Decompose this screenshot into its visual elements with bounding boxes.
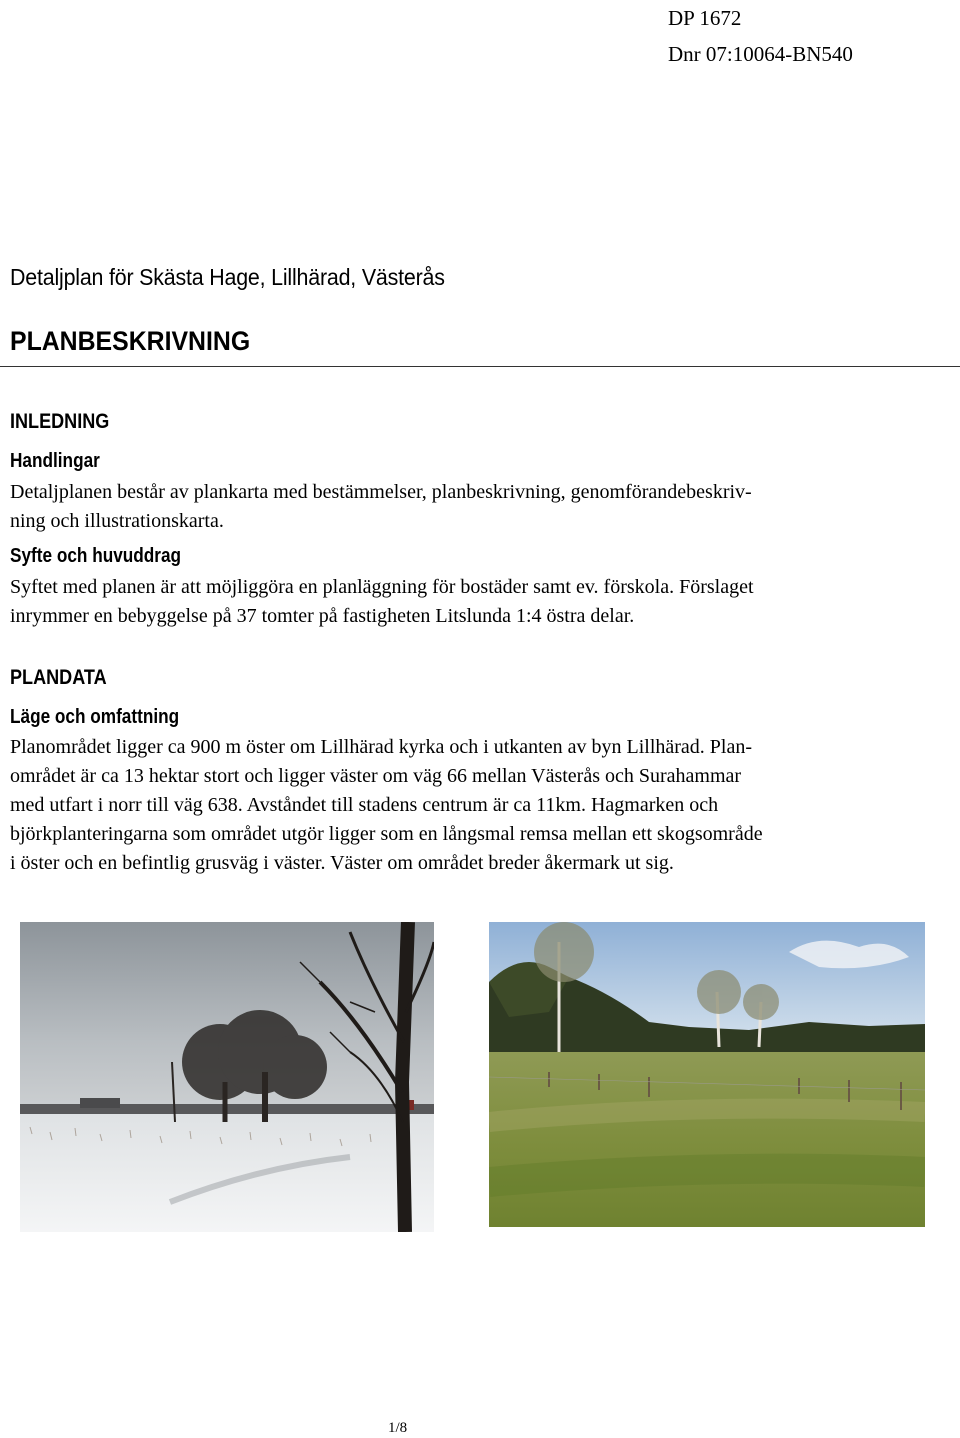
paragraph-line: Planområdet ligger ca 900 m öster om Lillhärad kyrka och i utkanten av byn Lillhärad. Plan- — [10, 736, 753, 758]
paragraph-line: med utfart i norr till väg 638. Avståndet till stadens centrum är ca 11km. Hagmarken och — [10, 794, 719, 816]
section-heading-inledning: INLEDNING — [10, 410, 110, 433]
paragraph-line: inrymmer en bebyggelse på 37 tomter på fastigheten Litslunda 1:4 östra delar. — [10, 605, 635, 627]
photo-winter-landscape — [20, 922, 434, 1232]
paragraph-syfte — [10, 573, 754, 631]
subheading-lage: Läge och omfattning — [10, 706, 180, 728]
paragraph-handlingar — [10, 478, 752, 536]
paragraph-line: i öster och en befintlig grusväg i väster. Väster om området breder åkermark ut sig. — [10, 852, 674, 874]
paragraph-line: Syftet med planen är att möjliggöra en planläggning för bostäder samt ev. förskola. Förslaget — [10, 576, 754, 598]
diary-number: Dnr 07:10064-BN540 — [668, 42, 853, 66]
document-reference — [668, 0, 853, 72]
subheading-handlingar: Handlingar — [10, 450, 100, 472]
title-divider — [0, 366, 960, 367]
document-title: Detaljplan för Skästa Hage, Lillhärad, Västerås — [10, 264, 445, 290]
paragraph-line: björkplanteringarna som området utgör ligger som en långsmal remsa mellan ett skogsområde — [10, 823, 763, 845]
document-subtitle: PLANBESKRIVNING — [10, 326, 251, 356]
paragraph-line: området är ca 13 hektar stort och ligger väster om väg 66 mellan Västerås och Surahammar — [10, 765, 742, 787]
section-heading-plandata: PLANDATA — [10, 666, 107, 689]
paragraph-line: ning och illustrationskarta. — [10, 510, 224, 532]
page-number: 1/8 — [388, 1420, 408, 1436]
photo-pasture-landscape — [489, 922, 925, 1227]
paragraph-line: Detaljplanen består av plankarta med bestämmelser, planbeskrivning, genomförandebeskriv- — [10, 481, 752, 503]
plan-number: DP 1672 — [668, 6, 742, 30]
subheading-syfte: Syfte och huvuddrag — [10, 545, 182, 567]
paragraph-lage — [10, 733, 763, 878]
